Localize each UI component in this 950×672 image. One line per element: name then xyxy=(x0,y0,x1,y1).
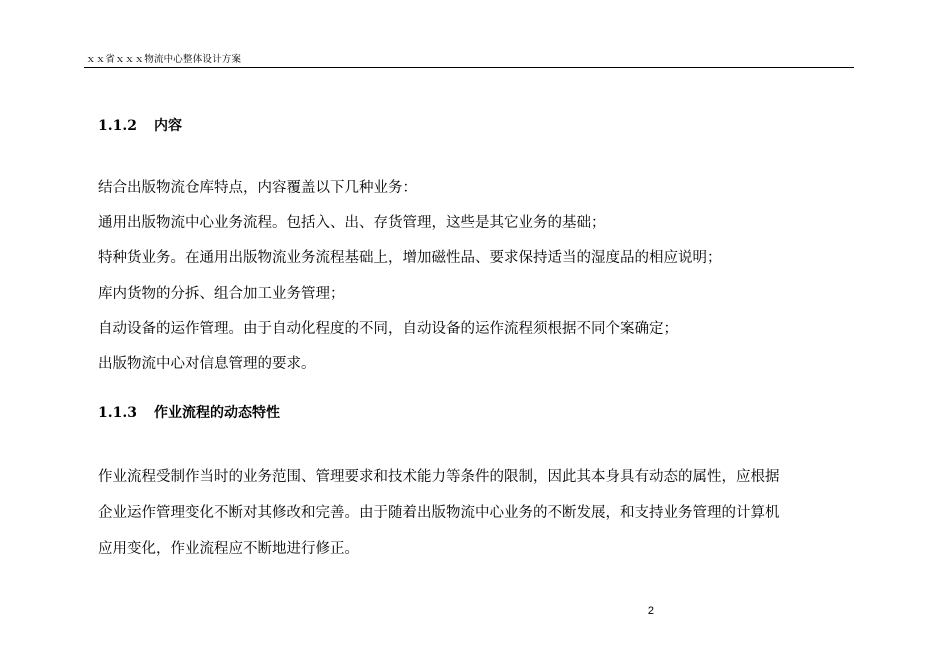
section-number: 1.1.3 xyxy=(98,405,137,421)
page-number: 2 xyxy=(647,605,654,617)
paragraph: 特种货业务。在通用出版物流业务流程基础上，增加磁性品、要求保持适当的湿度品的相应说明； xyxy=(98,250,722,266)
paragraph: 出版物流中心对信息管理的要求。 xyxy=(98,356,316,372)
paragraph: 库内货物的分拆、组合加工业务管理； xyxy=(98,286,345,302)
section-heading-1-1-2 xyxy=(98,116,182,136)
paragraph-line: 应用变化，作业流程应不断地进行修正。 xyxy=(98,541,359,557)
paragraph-line: 企业运作管理变化不断对其修改和完善。由于随着出版物流中心业务的不断发展，和支持业务管理的计算机 xyxy=(98,505,780,521)
section-title: 作业流程的动态特性 xyxy=(154,405,280,421)
section-number: 1.1.2 xyxy=(98,118,137,134)
paragraph: 自动设备的运作管理。由于自动化程度的不同，自动设备的运作流程须根据不同个案确定； xyxy=(98,321,678,337)
paragraph: 通用出版物流中心业务流程。包括入、出、存货管理，这些是其它业务的基础； xyxy=(98,215,606,231)
header-divider xyxy=(84,67,854,68)
section-heading-1-1-3 xyxy=(98,403,280,423)
paragraph: 结合出版物流仓库特点，内容覆盖以下几种业务： xyxy=(98,180,417,196)
section-title: 内容 xyxy=(154,118,182,134)
paragraph-line: 作业流程受制作当时的业务范围、管理要求和技术能力等条件的限制，因此其本身具有动态的属性，应根据 xyxy=(98,469,780,485)
running-header: ｘｘ省ｘｘｘ物流中心整体设计方案 xyxy=(86,54,242,65)
